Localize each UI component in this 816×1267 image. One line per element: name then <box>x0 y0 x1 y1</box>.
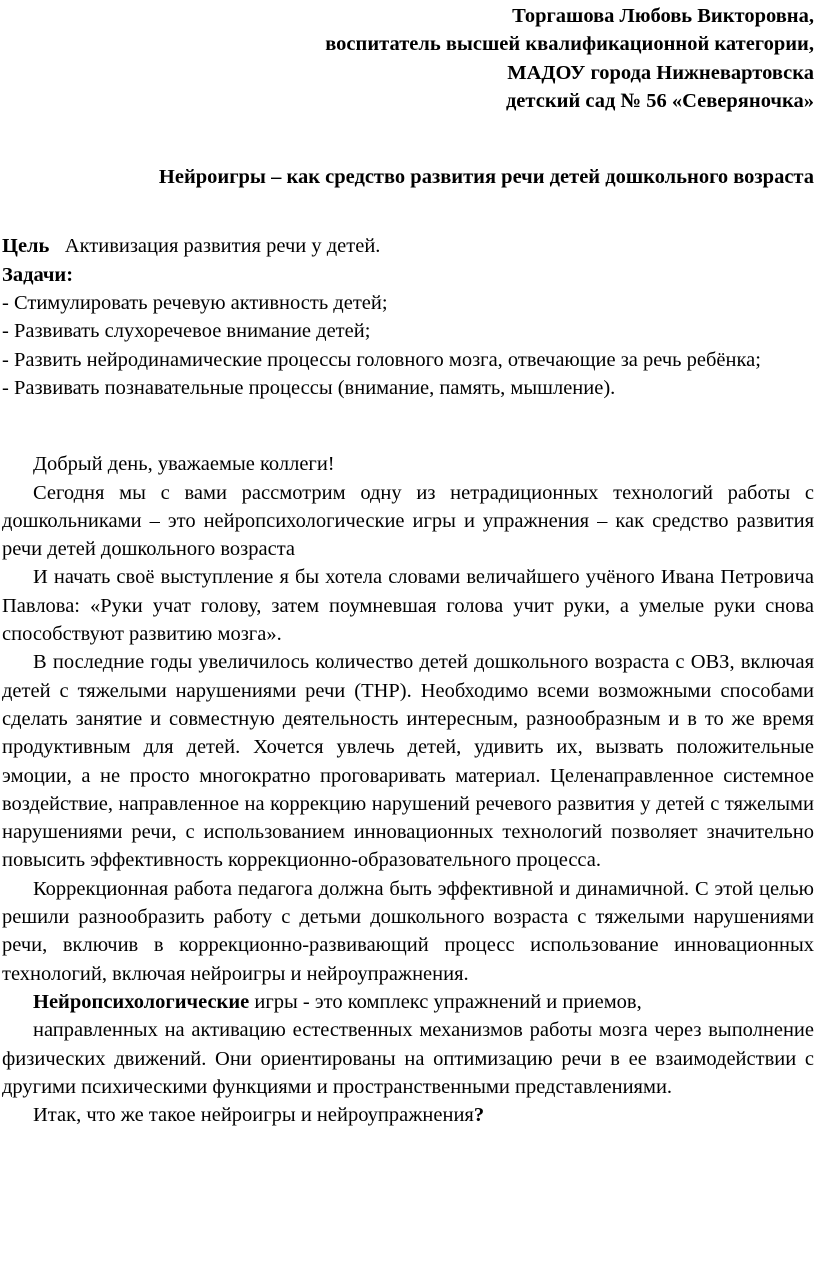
goal-label: Цель <box>2 235 50 258</box>
tasks-label: Задачи: <box>2 263 74 286</box>
author-organization: МАДОУ города Нижневартовска <box>507 61 814 84</box>
author-kindergarten: детский сад № 56 «Северяночка» <box>505 89 814 112</box>
question-mark: ? <box>473 1104 485 1127</box>
definition-start: игры - это комплекс упражнений и приемов, <box>249 990 642 1013</box>
greeting: Добрый день, уважаемые коллеги! <box>33 453 335 476</box>
author-block <box>2 2 814 115</box>
paragraph-pavlov-quote: И начать своё выступление я бы хотела словами величайшего учёного Ивана Петровича Павлова: «Руки учат голову, затем поумневшая голова учит руки, а умелые руки снова способствуют развитию мозга». <box>2 566 814 646</box>
question-text: Итак, что же такое нейроигры и нейроупражнения <box>33 1104 474 1127</box>
paragraph-intro: Сегодня мы с вами рассмотрим одну из нетрадиционных технологий работы с дошкольниками – это нейропсихологические игры и упражнения – как средство развития речи детей дошкольного возраста <box>2 481 814 561</box>
paragraph-definition <box>2 988 814 1016</box>
paragraph-question <box>2 1101 814 1129</box>
task-item: - Развить нейродинамические процессы головного мозга, отвечающие за речь ребёнка; <box>2 348 761 371</box>
author-position: воспитатель высшей квалификационной категории, <box>325 33 814 56</box>
task-item: - Развивать слухоречевое внимание детей; <box>2 320 371 343</box>
task-item: - Стимулировать речевую активность детей; <box>2 292 388 315</box>
paragraph-ovz: В последние годы увеличилось количество детей дошкольного возраста с ОВЗ, включая детей с тяжелыми нарушениями речи (ТНР). Необходимо всеми возможными способами сделать занятие и совместную деятельность интересным, разнообразным и в то же время продуктивным для детей. Хочется увлечь детей, удивить их, вызвать положительные эмоции, а не просто многократно проговаривать материал. Целенаправленное системное воздействие, направленное на коррекцию нарушений речевого развития у детей с тяжелыми нарушениями речи, с использованием инновационных технологий позволяет значительно повысить эффективность коррекционно-образовательного процесса. <box>2 651 814 872</box>
author-name: Торгашова Любовь Викторовна, <box>512 5 814 27</box>
task-item: - Развивать познавательные процессы (внимание, память, мышление). <box>2 376 616 399</box>
paragraph-correction: Коррекционная работа педагога должна быть эффективной и динамичной. С этой целью решили разнообразить работу с детьми дошкольного возраста с тяжелыми нарушениями речи, включив в коррекционно-развивающий процесс использование инновационных технологий, включая нейроигры и нейроупражнения. <box>2 877 814 985</box>
goal-line <box>2 232 814 260</box>
term-neuropsychological: Нейропсихологические <box>33 990 250 1013</box>
goal-text: Активизация развития речи у детей. <box>64 235 381 258</box>
paragraph-definition-continued: направленных на активацию естественных механизмов работы мозга через выполнение физических движений. Они ориентированы на оптимизацию речи в ее взаимодействии с другими психическими функциями и пространственными представлениями. <box>2 1019 814 1098</box>
document-title: Нейроигры – как средство развития речи детей дошкольного возраста <box>158 166 814 189</box>
